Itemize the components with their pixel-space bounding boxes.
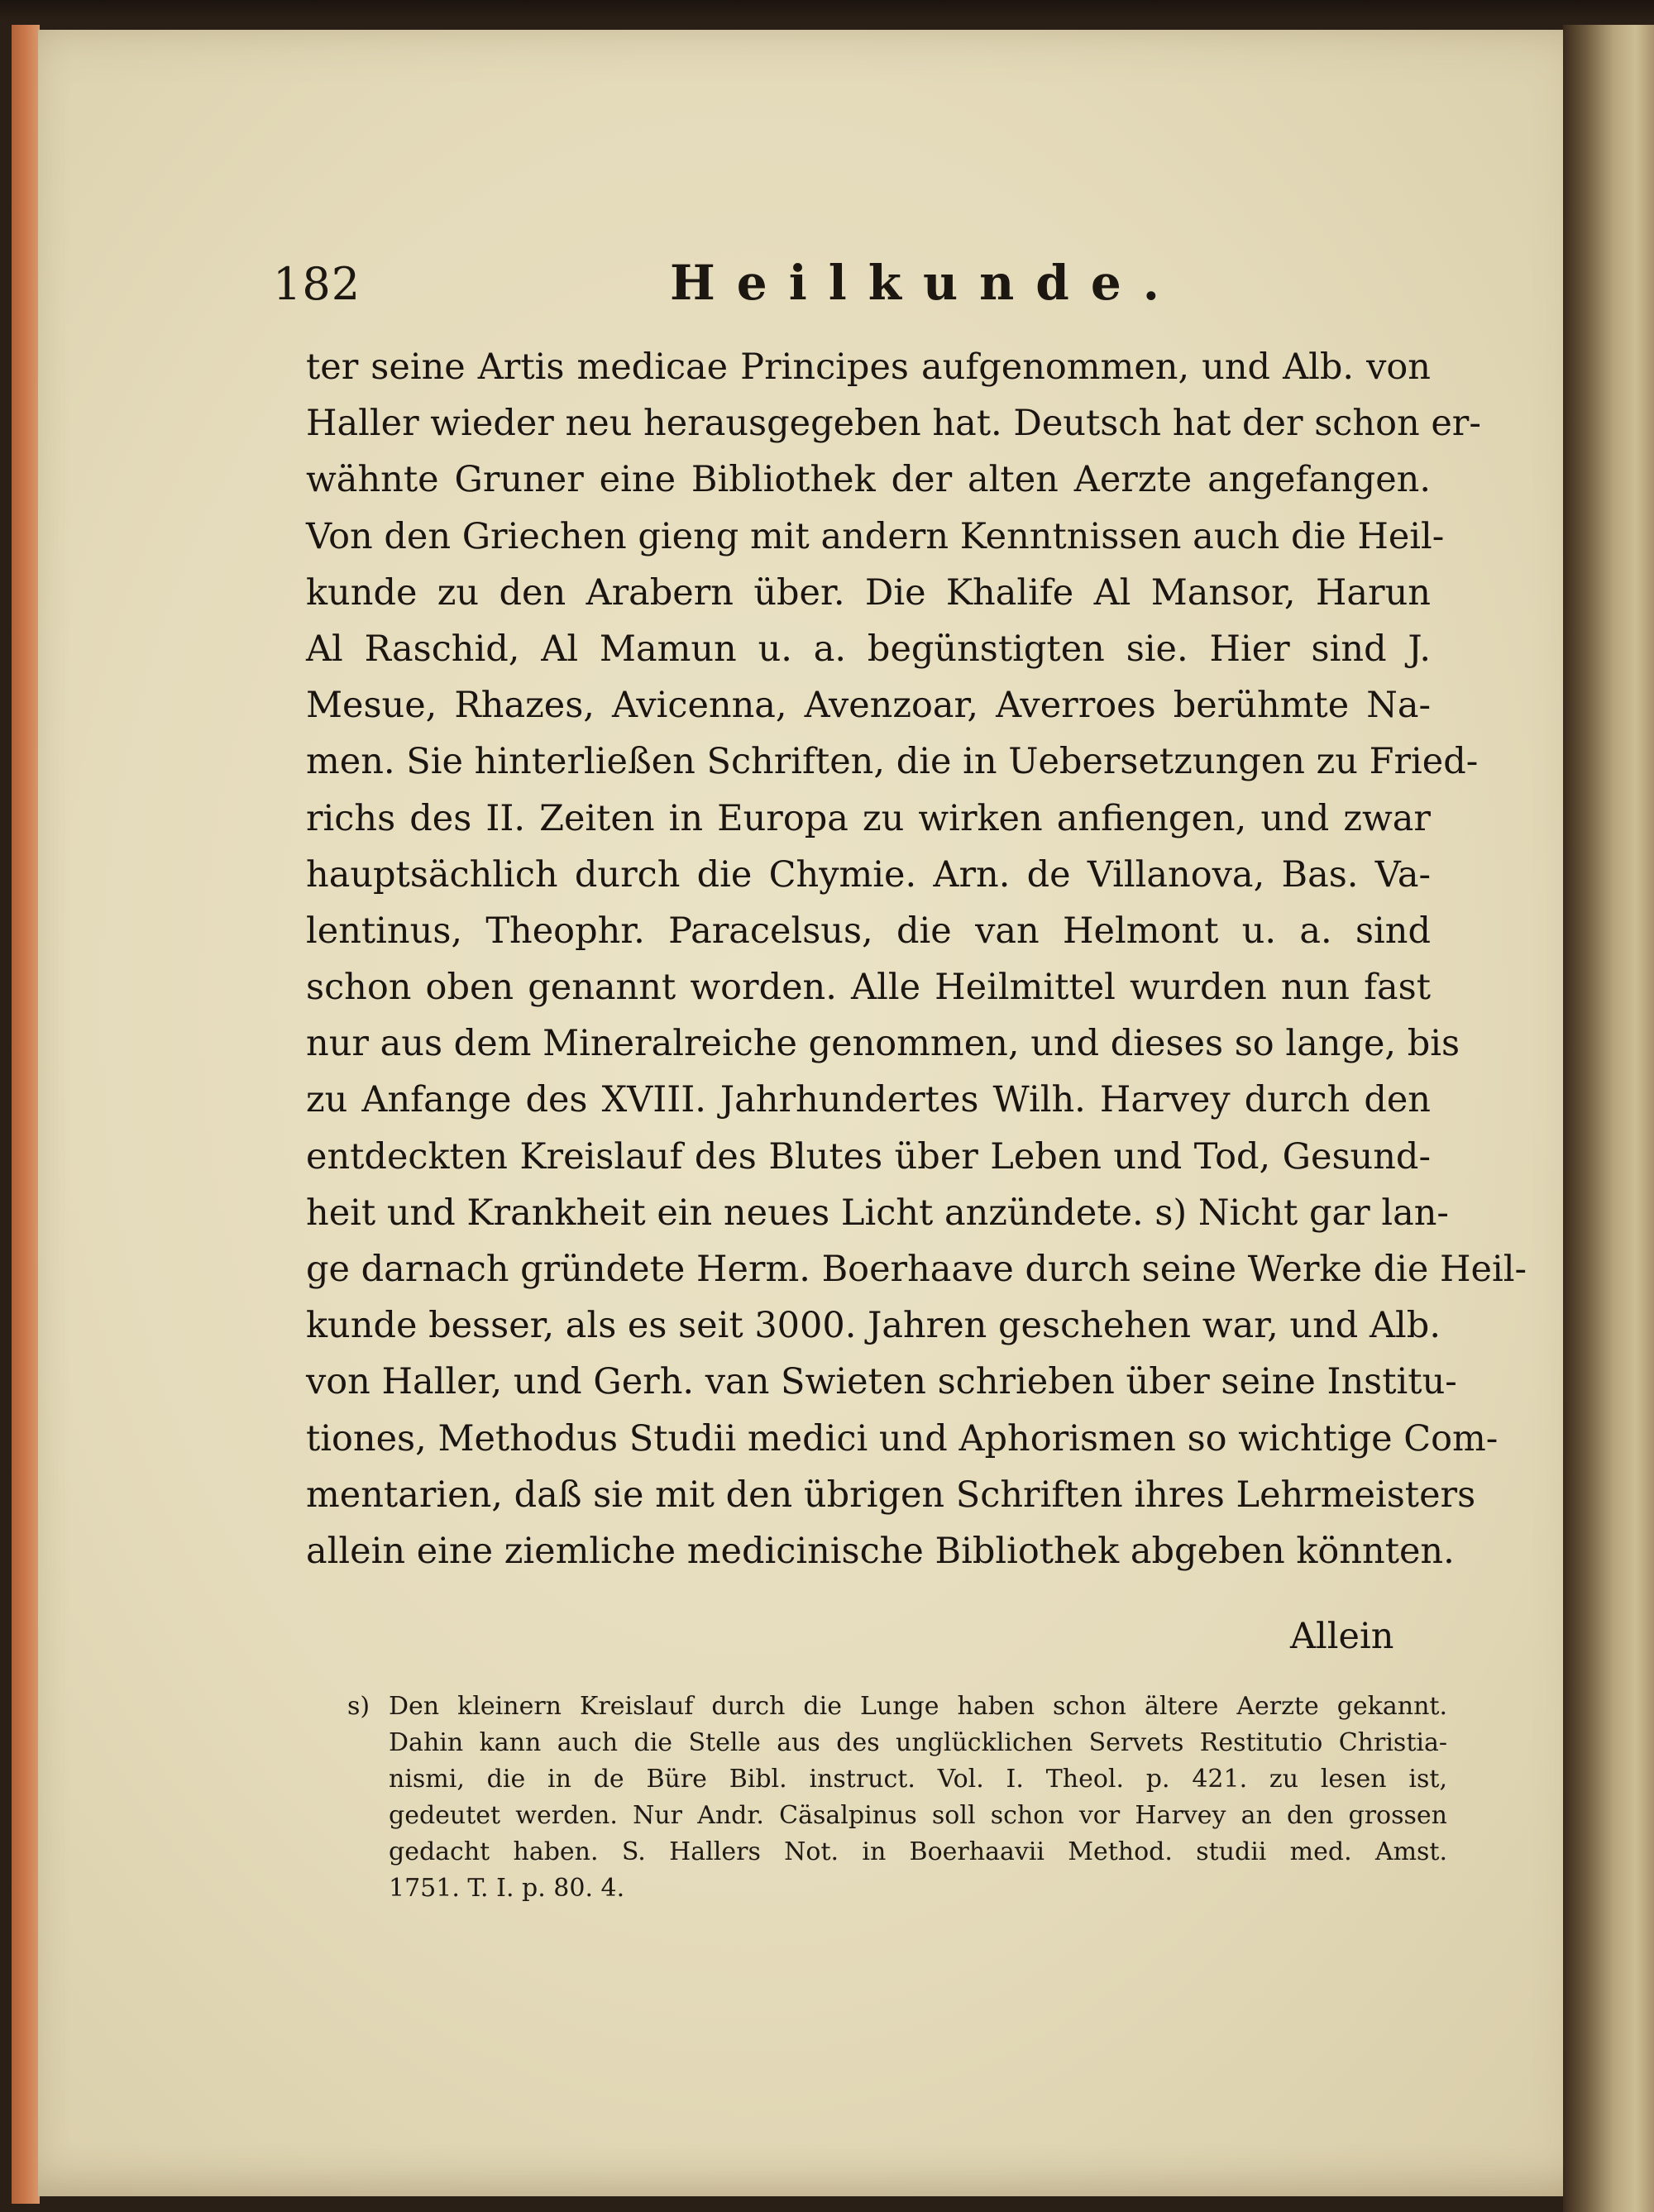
text-line: hauptsächlich durch die Chymie. Arn. de Villanova, Bas. Va- [306,853,1431,896]
footnote-marker: s) [347,1692,370,1721]
text-line: Haller wieder neu herausgegeben hat. Deutsch hat der schon er- [306,403,1481,445]
text-line: mentarien, daß sie mit den übrigen Schriften ihres Lehrmeisters [306,1474,1476,1516]
text-line: ge darnach gründete Herm. Boerhaave durch seine Werke die Heil- [306,1249,1527,1290]
footnote-line: nismi, die in de Büre Bibl. instruct. Vol. I. Theol. p. 421. zu lesen ist, [389,1765,1447,1794]
page-number: 182 [273,258,361,310]
footnote-line: 1751. T. I. p. 80. 4. [389,1874,625,1903]
footnote-line [347,1689,1447,1725]
text-line: heit und Krankheit ein neues Licht anzündete. s) Nicht gar lan- [306,1192,1449,1234]
footnote [347,1689,1447,1907]
book-gutter-right [1563,25,1654,2212]
catchword: Allein [1290,1616,1394,1657]
footnote-line: gedacht haben. S. Hallers Not. in Boerhaavii Method. studii med. Amst. [389,1837,1447,1866]
text-line: von Haller, und Gerh. van Swieten schrieben über seine Institu- [306,1361,1457,1403]
text-line: allein eine ziemliche medicinische Bibliothek abgeben könnten. [306,1530,1455,1572]
footnote-line: Dahin kann auch die Stelle aus des unglücklichen Servets Restitutio Christia- [389,1728,1447,1757]
text-line: nur aus dem Mineralreiche genommen, und dieses so lange, bis [306,1023,1460,1065]
text-line: zu Anfange des XVIII. Jahrhundertes Wilh. Harvey durch den [306,1079,1431,1121]
text-line: lentinus, Theophr. Paracelsus, die van Helmont u. a. sind [306,910,1431,952]
text-line: Al Raschid, Al Mamun u. a. begünstigten sie. Hier sind J. [306,628,1431,670]
text-line: wähnte Gruner eine Bibliothek der alten Aerzte angefangen. [306,459,1431,501]
text-line: men. Sie hinterließen Schriften, die in Uebersetzungen zu Fried- [306,741,1479,783]
main-text [306,339,1527,1579]
text-line: ter seine Artis medicae Principes aufgenommen, und Alb. von [306,346,1431,388]
text-line: kunde besser, als es seit 3000. Jahren geschehen war, und Alb. [306,1305,1441,1347]
text-line: tiones, Methodus Studii medici und Aphorismen so wichtige Com- [306,1417,1499,1460]
footnote-line: gedeutet werden. Nur Andr. Cäsalpinus soll schon vor Harvey an den grossen [389,1801,1447,1830]
text-line: Von den Griechen gieng mit andern Kenntnissen auch die Heil- [306,515,1445,557]
footnote-line-text: Den kleinern Kreislauf durch die Lunge haben schon ältere Aerzte gekannt. [389,1692,1447,1721]
text-line: schon oben genannt worden. Alle Heilmittel wurden nun fast [306,967,1431,1009]
page-header [273,248,1447,322]
scan-top-shadow [0,0,1654,33]
text-line: entdeckten Kreislauf des Blutes über Leben und Tod, Gesund- [306,1135,1431,1178]
text-line: richs des II. Zeiten in Europa zu wirken anfiengen, und zwar [306,797,1431,839]
text-line: Mesue, Rhazes, Avicenna, Avenzoar, Averroes berühmte Na- [306,685,1431,727]
book-edge-left [12,25,40,2204]
running-title: Heilkunde. [670,255,1181,311]
text-line: kunde zu den Arabern über. Die Khalife Al Mansor, Harun [306,571,1431,614]
